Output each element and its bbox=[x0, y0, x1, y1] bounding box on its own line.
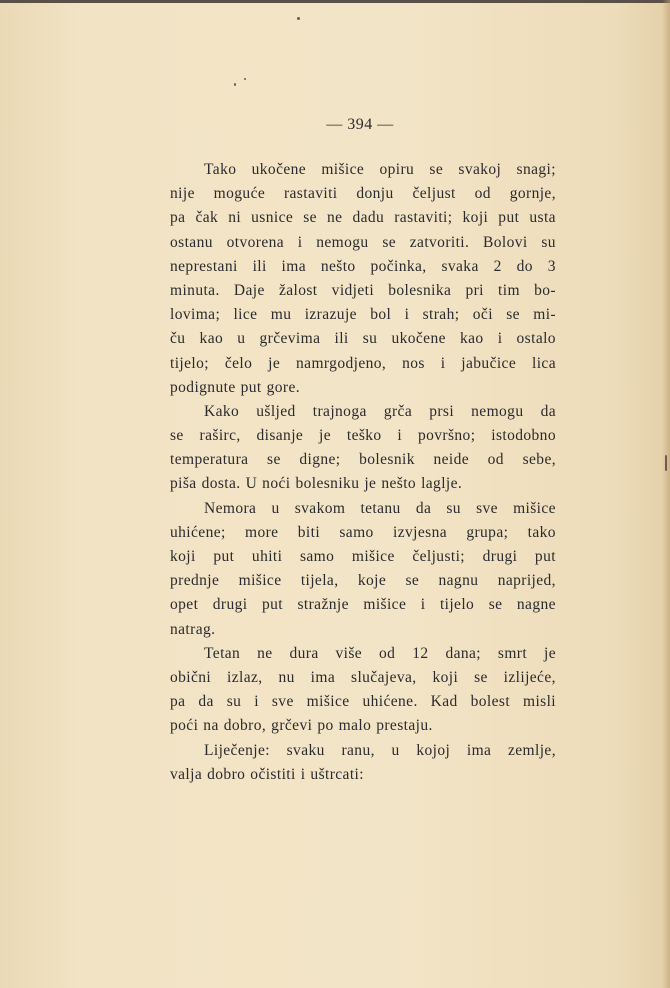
ink-spot bbox=[244, 78, 246, 80]
paragraph bbox=[170, 642, 556, 739]
text-line: Tako ukočene mišice opiru se svakoj snagi; bbox=[204, 161, 556, 178]
text-line: podignute put gore. bbox=[170, 378, 301, 396]
paragraph bbox=[170, 497, 556, 642]
body-text bbox=[170, 158, 556, 787]
paragraph bbox=[170, 739, 556, 787]
text-line: minuta. Daje žalost vidjeti bolesnika pri tim bo- bbox=[170, 281, 556, 299]
text-line: nije moguće rastaviti donju čeljust od gornje, bbox=[170, 185, 556, 203]
text-line: koji put uhiti samo mišice čeljusti; drugi put bbox=[170, 548, 556, 565]
text-line: obični izlaz, nu ima slučajeva, koji se izlijeće, bbox=[170, 668, 556, 686]
paragraph bbox=[170, 158, 556, 400]
page-fold-shadow bbox=[662, 0, 670, 988]
text-line: ostanu otvorena i nemogu se zatvoriti. Bolovi su bbox=[170, 233, 556, 251]
text-line: ču kao u grčevima ili su ukočene kao i ostalo bbox=[170, 330, 556, 348]
text-line: tijelo; čelo je namrgodjeno, nos i jabučice lica bbox=[170, 354, 556, 372]
text-line: poći na dobro, grčevi po malo prestaju. bbox=[170, 717, 433, 735]
text-line: pa čak ni usnice se ne dadu rastaviti; koji put usta bbox=[170, 209, 556, 227]
ink-spot bbox=[234, 83, 236, 86]
ink-spot bbox=[297, 17, 300, 20]
ink-spot bbox=[665, 455, 667, 471]
text-line: neprestani ili ima nešto počinka, svaka 2 do 3 bbox=[170, 257, 556, 275]
text-line: uhićene; more biti samo izvjesna grupa; tako bbox=[170, 523, 556, 541]
text-line: Liječenje: svaku ranu, u kojoj ima zemlje, bbox=[204, 741, 556, 759]
page-top-edge bbox=[0, 0, 670, 3]
text-line: piša dosta. U noći bolesniku je nešto laglje. bbox=[170, 475, 463, 493]
text-line: Tetan ne dura više od 12 dana; smrt je bbox=[204, 644, 556, 662]
text-line: temperatura se digne; bolesnik neide od sebe, bbox=[170, 451, 556, 469]
page-number: — 394 — bbox=[326, 116, 394, 133]
text-line: pa da su i sve mišice uhićene. Kad bolest misli bbox=[170, 693, 556, 711]
text-line: lovima; lice mu izrazuje bol i strah; oči se mi- bbox=[170, 306, 556, 324]
text-line: prednje mišice tijela, koje se nagnu naprijed, bbox=[170, 572, 556, 590]
text-line: opet drugi put stražnje mišice i tijelo se nagne bbox=[170, 596, 556, 614]
text-line: Kako ušljed trajnoga grča prsi nemogu da bbox=[204, 402, 556, 420]
text-line: natrag. bbox=[170, 620, 216, 638]
text-line: Nemora u svakom tetanu da su sve mišice bbox=[204, 499, 556, 517]
text-line: se raširc, disanje je teško i površno; istodobno bbox=[170, 427, 556, 445]
text-line: valja dobro očistiti i uštrcati: bbox=[170, 765, 364, 783]
paragraph bbox=[170, 400, 556, 497]
